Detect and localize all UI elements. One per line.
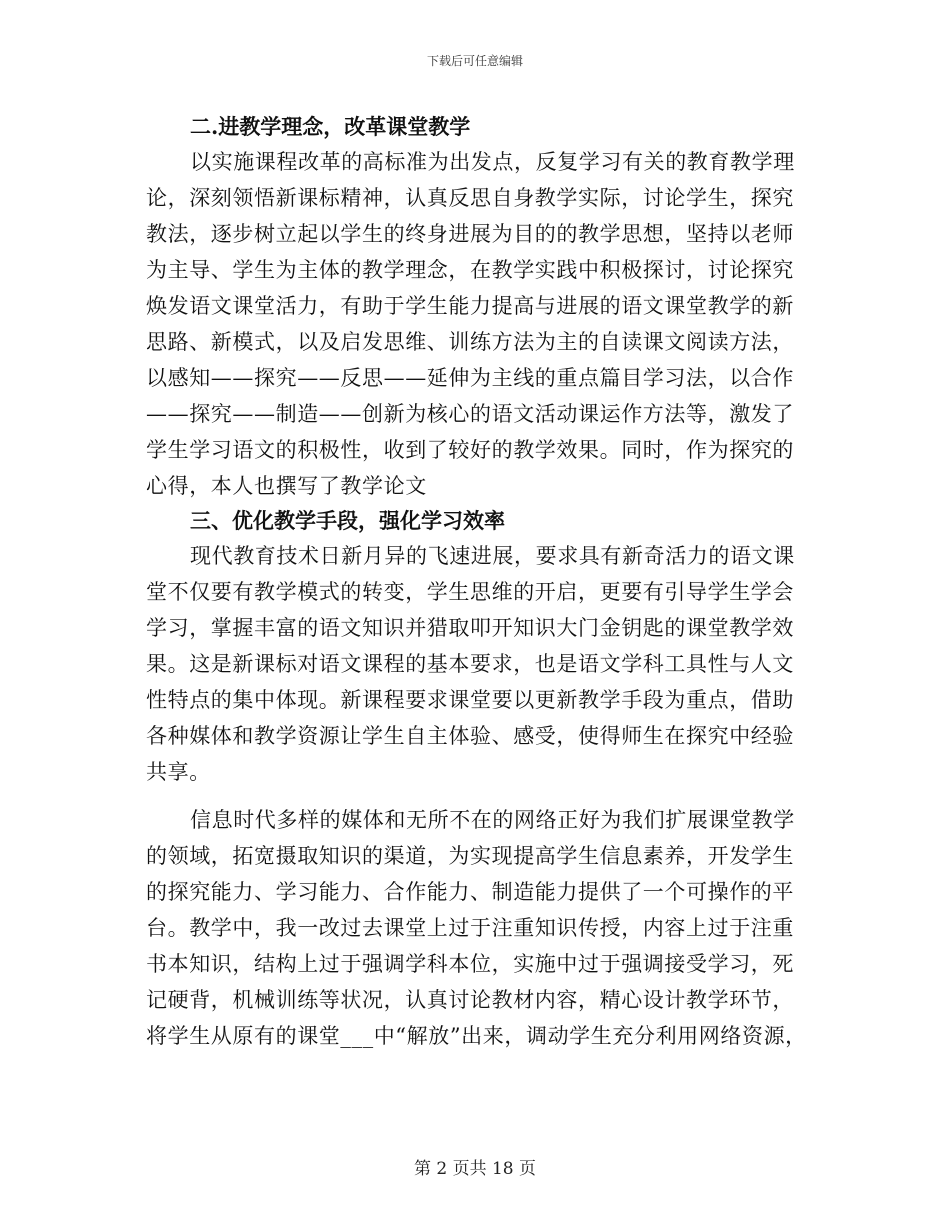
text-line: 学生学习语文的积极性，收到了较好的教学效果。同时，作为探究的 bbox=[146, 438, 794, 462]
text-line: 论，深刻领悟新课标精神，认真反思自身教学实际，讨论学生，探究 bbox=[146, 186, 794, 210]
section-3-paragraph-2 bbox=[146, 802, 816, 1054]
section-3-paragraph-1 bbox=[146, 538, 816, 790]
section-heading-2: 二.进教学理念，改革课堂教学 bbox=[190, 114, 471, 139]
text-line: 性特点的集中体现。新课程要求课堂要以更新教学手段为重点，借助 bbox=[146, 688, 794, 712]
text-line: 各种媒体和教学资源让学生自主体验、感受，使得师生在探究中经验 bbox=[146, 724, 794, 748]
document-body bbox=[146, 110, 816, 1054]
text-line: 将学生从原有的课堂___中“解放”出来，调动学生充分利用网络资源， bbox=[146, 1024, 807, 1048]
page-header: 下载后可任意编辑 bbox=[426, 54, 523, 68]
text-line: 书本知识，结构上过于强调学科本位，实施中过于强调接受学习，死 bbox=[146, 952, 794, 976]
text-line: ——探究——制造——创新为核心的语文活动课运作方法等，激发了 bbox=[146, 402, 794, 426]
text-line: 心得，本人也撰写了教学论文 bbox=[146, 474, 427, 498]
section-heading-3: 三、优化教学手段，强化学习效率 bbox=[190, 508, 505, 533]
text-line: 学习，掌握丰富的语文知识并猎取叩开知识大门金钥匙的课堂教学效 bbox=[146, 616, 794, 640]
text-line: 以实施课程改革的高标准为出发点，反复学习有关的教育教学理 bbox=[190, 150, 795, 174]
text-line: 的探究能力、学习能力、合作能力、制造能力提供了一个可操作的平 bbox=[146, 880, 794, 904]
text-line: 记硬背，机械训练等状况，认真讨论教材内容，精心设计教学环节， bbox=[146, 988, 794, 1012]
text-line: 焕发语文课堂活力，有助于学生能力提高与进展的语文课堂教学的新 bbox=[146, 294, 794, 318]
text-line: 的领域，拓宽摄取知识的渠道，为实现提高学生信息素养，开发学生 bbox=[146, 844, 794, 868]
text-line: 思路、新模式，以及启发思维、训练方法为主的自读课文阅读方法， bbox=[146, 330, 794, 354]
text-line: 堂不仅要有教学模式的转变，学生思维的开启，更要有引导学生学会 bbox=[146, 580, 794, 604]
text-line: 果。这是新课标对语文课程的基本要求，也是语文学科工具性与人文 bbox=[146, 652, 794, 676]
text-line: 现代教育技术日新月异的飞速进展，要求具有新奇活力的语文课 bbox=[190, 544, 795, 568]
text-line: 为主导、学生为主体的教学理念，在教学实践中积极探讨，讨论探究 bbox=[146, 258, 794, 282]
section-2-paragraph bbox=[146, 144, 816, 504]
page-footer: 第 2 页共 18 页 bbox=[413, 1159, 537, 1179]
text-line: 以感知——探究——反思——延伸为主线的重点篇目学习法，以合作 bbox=[146, 366, 794, 390]
text-line: 台。教学中，我一改过去课堂上过于注重知识传授，内容上过于注重 bbox=[146, 916, 794, 940]
text-line: 信息时代多样的媒体和无所不在的网络正好为我们扩展课堂教学 bbox=[190, 808, 795, 832]
text-line: 教法，逐步树立起以学生的终身进展为目的的教学思想，坚持以老师 bbox=[146, 222, 794, 246]
text-line: 共享。 bbox=[146, 760, 211, 784]
